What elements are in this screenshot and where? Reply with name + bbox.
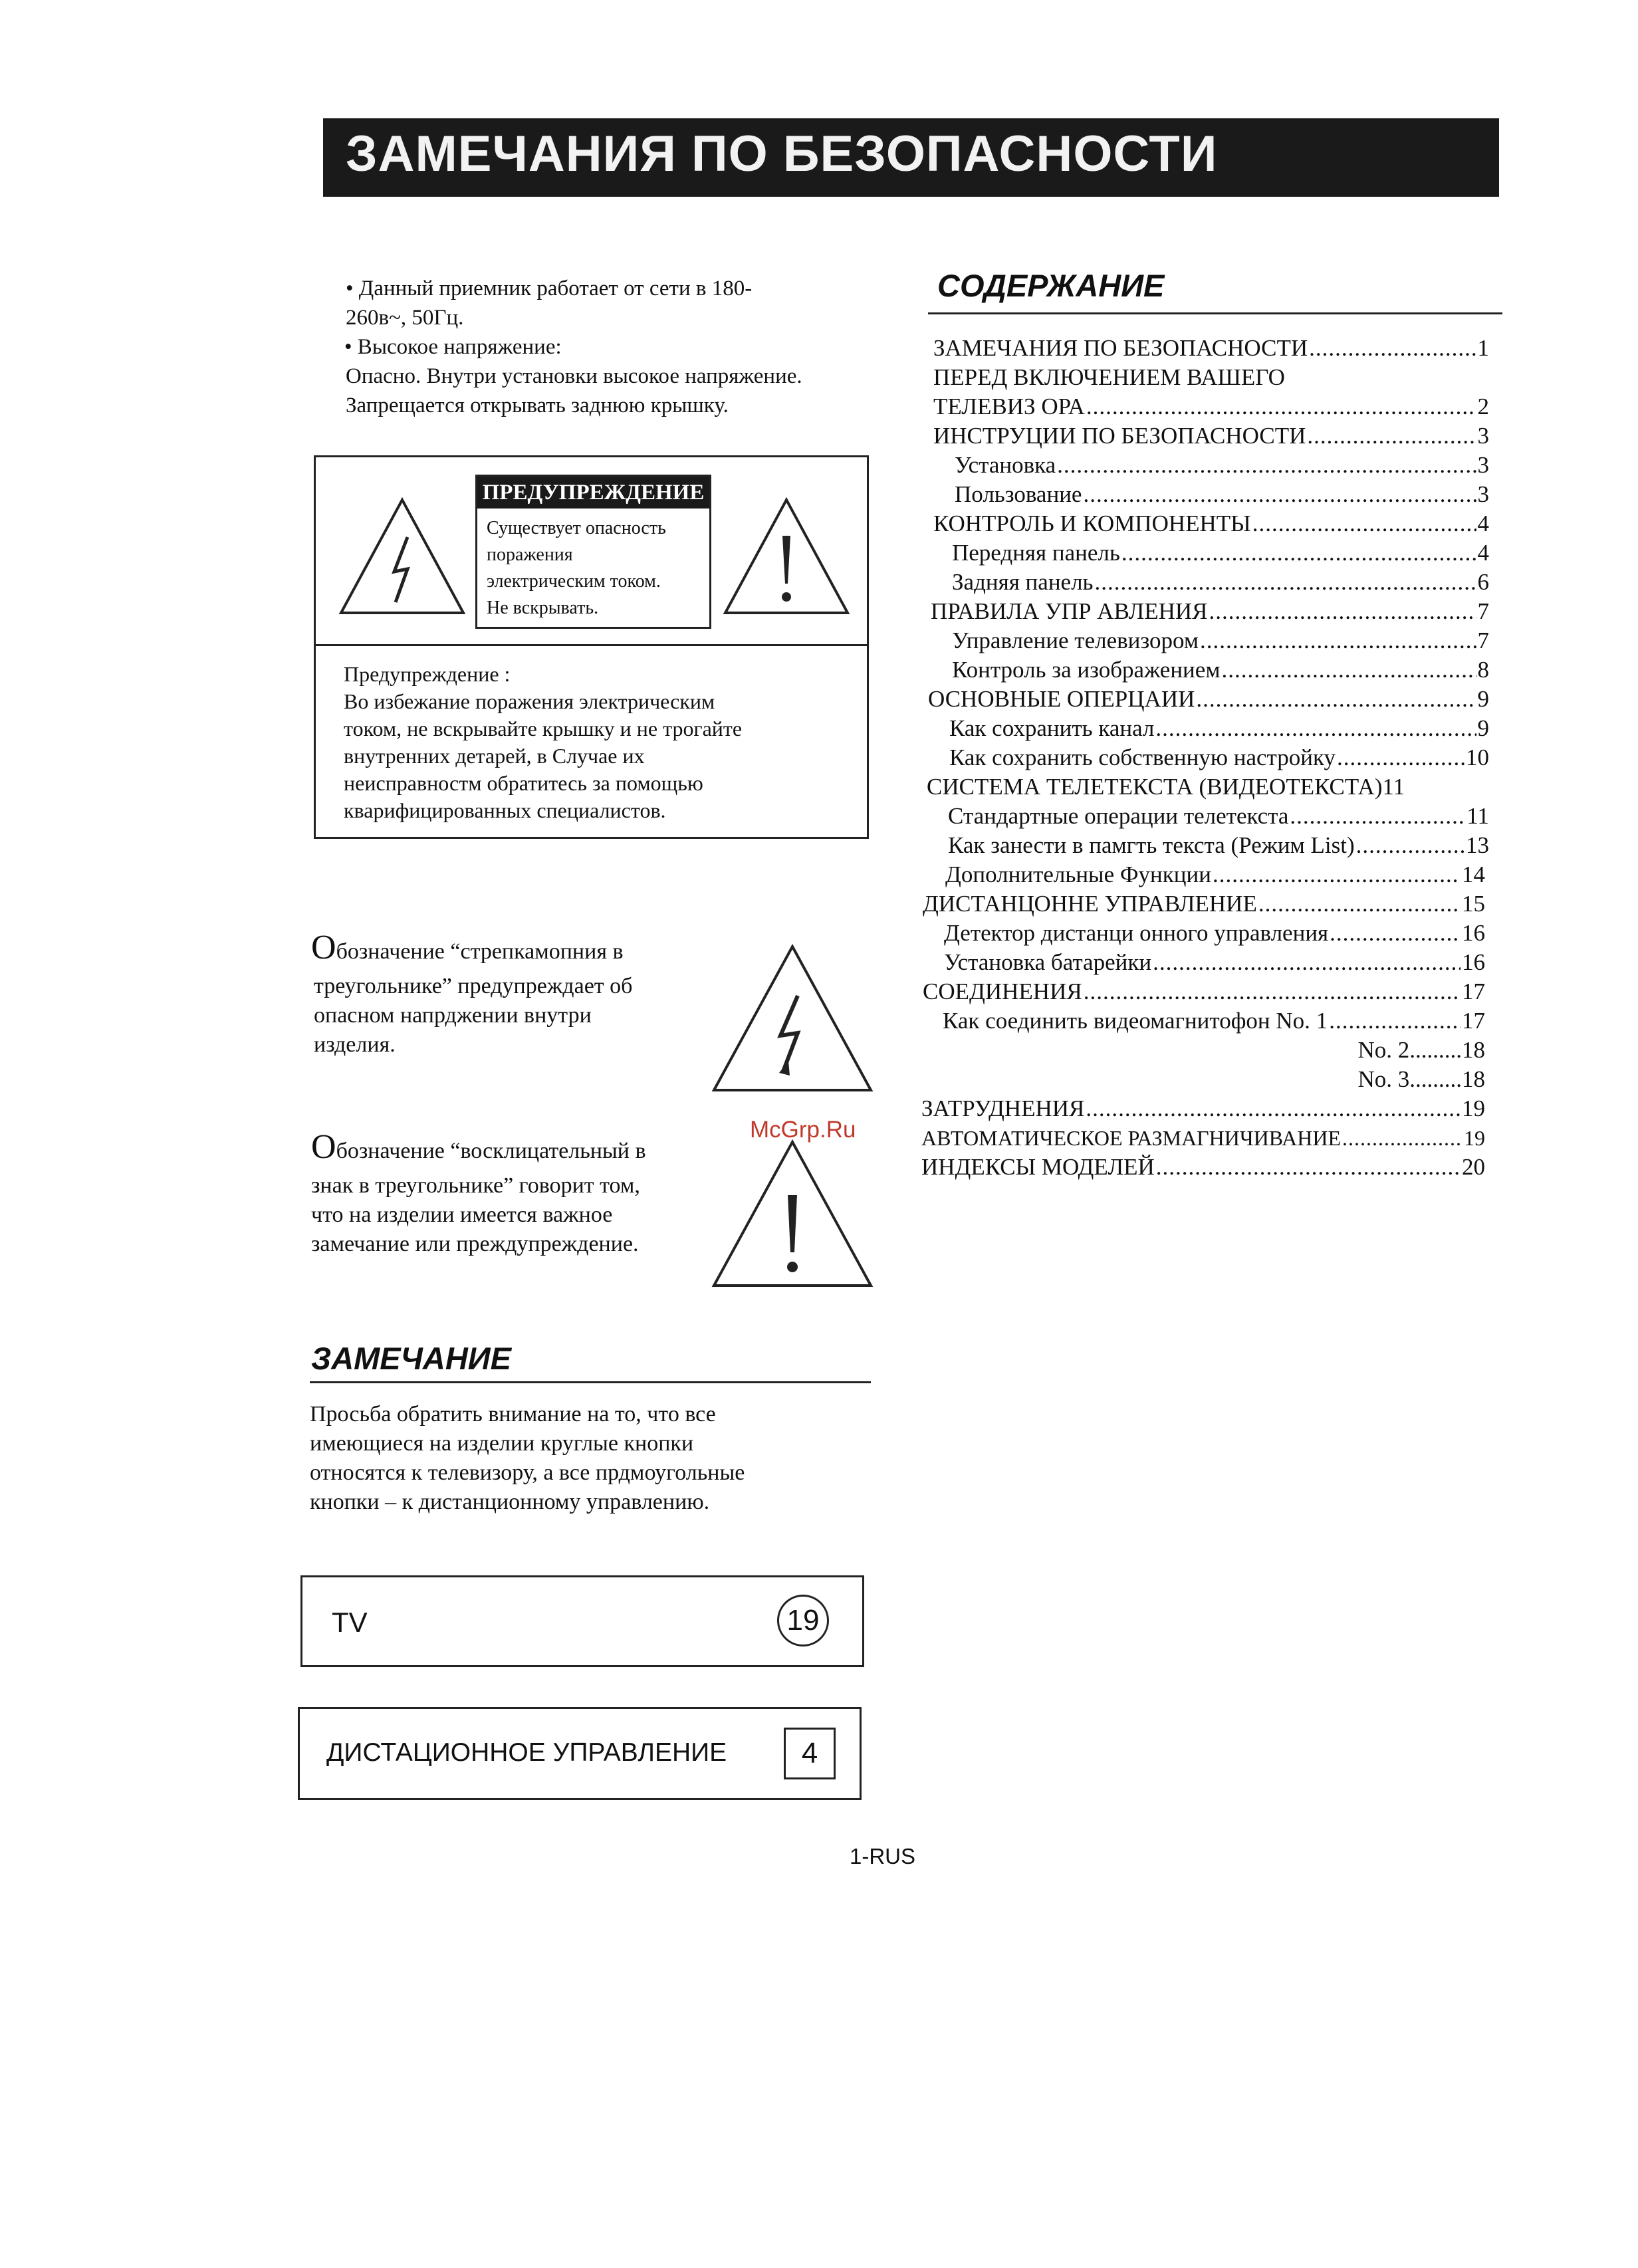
page-title: ЗАМЕЧАНИЯ ПО БЕЗОПАСНОСТИ — [346, 126, 1218, 182]
exclamation-triangle-icon — [710, 1138, 875, 1290]
exclamation-warning-icon — [721, 496, 852, 617]
toc-entry[interactable]: ЗАТРУДНЕНИЯ ..... 19 — [921, 1094, 1485, 1123]
warning-box — [314, 455, 869, 839]
exclamation-description-line-2: знак в треугольнике” говорит том, — [311, 1173, 640, 1198]
note-heading-rule — [310, 1381, 871, 1383]
toc-entry[interactable]: СОЕДИНЕНИЯ ..... 17 — [923, 977, 1485, 1006]
toc-entry[interactable]: ОСНОВНЫЕ ОПЕРЦАИИ ..... 9 — [928, 685, 1489, 714]
inner-warning-line-1: Существует опасность — [487, 518, 666, 538]
lightning-description-line-4: изделия. — [314, 1032, 396, 1057]
page-number: 1-RUS — [850, 1844, 916, 1869]
toc-entry[interactable]: No. 3 ..... 18 — [1263, 1065, 1485, 1094]
remote-label: ДИСТАЦИОННОЕ УПРАВЛЕНИЕ — [326, 1738, 727, 1767]
toc-entry[interactable]: Передняя панель ..... 4 — [952, 538, 1489, 568]
toc-heading: СОДЕРЖАНИЕ — [937, 268, 1165, 303]
exclamation-description-line-3: что на изделии имеется важное — [311, 1202, 613, 1227]
tv-button-example — [300, 1575, 864, 1667]
intro-bullet-2-line-1: • Высокое напряжение: — [344, 335, 562, 359]
toc-entry[interactable]: Установка батарейки ..... 16 — [944, 948, 1485, 977]
warning-box-divider — [316, 644, 867, 646]
tv-label: TV — [332, 1607, 368, 1638]
toc-entry[interactable]: Управление телевизором ..... 7 — [952, 626, 1489, 655]
toc-entry[interactable]: ДИСТАНЦОННЕ УПРАВЛЕНИЕ ..... 15 — [923, 889, 1485, 919]
note-line-1: Просьба обратить внимание на то, что все — [310, 1402, 716, 1426]
note-line-2: имеющиеся на изделии круглые кнопки — [310, 1431, 694, 1456]
inner-warning-label — [475, 475, 711, 629]
toc-entry[interactable]: Пользование ..... 3 — [955, 480, 1489, 509]
exclamation-description-line-4: замечание или преждупреждение. — [311, 1232, 639, 1256]
toc-entry[interactable]: Дополнительные Функции ..... 14 — [945, 860, 1485, 889]
toc-entry[interactable]: ПЕРЕД ВКЛЮЧЕНИЕМ ВАШЕГО — [933, 364, 1285, 390]
warning-text-line-1: Предупреждение : — [344, 662, 511, 686]
dropcap: О — [311, 929, 336, 966]
lightning-triangle-icon — [710, 943, 875, 1094]
lightning-description-line-2: треугольнике” предупреждает об — [314, 974, 633, 998]
note-heading: ЗАМЕЧАНИЕ — [311, 1341, 511, 1376]
toc-entry[interactable]: Стандартные операции телетекста ..... 11 — [948, 802, 1489, 831]
toc-entry[interactable]: ЗАМЕЧАНИЯ ПО БЕЗОПАСНОСТИ ..... 1 — [933, 334, 1489, 363]
note-line-4: кнопки – к дистанционному управлению. — [310, 1490, 710, 1514]
intro-bullet-2-line-3: Запрещается открывать заднюю крышку. — [346, 394, 729, 417]
page-title-banner — [323, 118, 1499, 197]
exclamation-description-line-1: Обозначение “восклицательный в — [311, 1128, 646, 1166]
tv-round-button-icon: 19 — [777, 1595, 829, 1646]
warning-text-line-5: неисправностм обратитесь за помощью — [344, 771, 703, 795]
warning-text-line-4: внутренних детарей, в Случае их — [344, 744, 645, 768]
lightning-description-line-3: опасном напрджении внутри — [314, 1003, 592, 1028]
toc-entry[interactable]: Контроль за изображением ..... 8 — [952, 655, 1489, 685]
note-line-3: относятся к телевизору, а все прдмоугольные — [310, 1460, 745, 1485]
intro-bullet-2-line-2: Опасно. Внутри установки высокое напряжение. — [346, 364, 802, 388]
inner-warning-line-3: электрическим током. — [487, 571, 661, 592]
toc-entry[interactable]: СИСТЕМА ТЕЛЕТЕКСТА (ВИДЕОТЕКСТА) 11 — [927, 774, 1405, 800]
remote-square-button-icon: 4 — [784, 1728, 836, 1779]
inner-warning-line-4: Не вскрывать. — [487, 598, 599, 618]
warning-text-line-3: током, не вскрывайте крышку и не трогайте — [344, 717, 743, 740]
toc-entry[interactable]: ПРАВИЛА УПР АВЛЕНИЯ ..... 7 — [931, 597, 1489, 626]
warning-text-line-2: Во избежание поражения электрическим — [344, 689, 715, 713]
warning-text-line-6: кварифицированных специалистов. — [344, 798, 666, 822]
toc-entry[interactable]: Как сохранить канал ..... 9 — [949, 714, 1489, 743]
toc-entry[interactable]: ТЕЛЕВИЗ ОРА ..... 2 — [933, 392, 1489, 421]
inner-warning-title: ПРЕДУПРЕЖДЕНИЕ — [477, 477, 709, 509]
watermark: McGrp.Ru — [750, 1117, 856, 1143]
toc-entry[interactable]: Как соединить видеомагнитофон No. 1 ..... 17 — [943, 1006, 1485, 1036]
toc-entry[interactable]: No. 2 ..... 18 — [1263, 1036, 1485, 1065]
toc-entry[interactable]: Задняя панель ..... 6 — [952, 568, 1489, 597]
toc-entry[interactable]: ИНДЕКСЫ МОДЕЛЕЙ ..... 20 — [921, 1153, 1485, 1182]
inner-warning-line-2: поражения — [487, 544, 573, 565]
intro-bullet-1-line-2: 260в~, 50Гц. — [346, 306, 464, 330]
toc-entry[interactable]: АВТОМАТИЧЕСКОЕ РАЗМАГНИЧИВАНИЕ ..... 19 — [921, 1123, 1485, 1153]
lightning-description-line-1: Обозначение “стрепкамопния в — [311, 929, 624, 966]
lightning-warning-icon — [337, 496, 467, 617]
toc-entry[interactable]: Установка ..... 3 — [955, 451, 1489, 480]
toc-entry[interactable]: Детектор дистанци онного управления ..... 16 — [944, 919, 1485, 948]
toc-entry[interactable]: ИНСТРУЦИИ ПО БЕЗОПАСНОСТИ ..... 3 — [933, 421, 1489, 451]
toc-entry[interactable]: КОНТРОЛЬ И КОМПОНЕНТЫ ..... 4 — [933, 509, 1489, 538]
toc-entry[interactable]: Как сохранить собственную настройку ..... 10 — [949, 743, 1489, 772]
toc-entry[interactable]: Как занести в памгть текста (Режим List) ..... 13 — [948, 831, 1489, 860]
dropcap: О — [311, 1128, 336, 1166]
intro-bullet-1-line-1: • Данный приемник работает от сети в 180- — [346, 277, 753, 300]
remote-button-example — [298, 1707, 862, 1800]
toc-heading-rule — [928, 312, 1502, 314]
